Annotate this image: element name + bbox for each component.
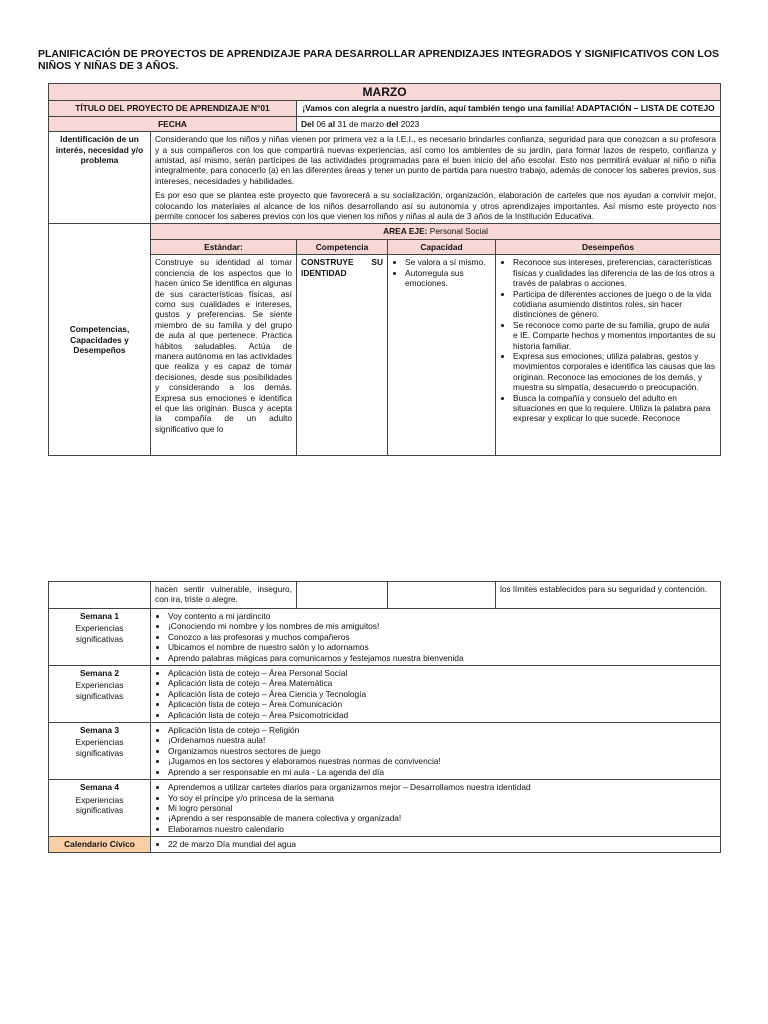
experience-item: • Ubicamos el nombre de nuestro salón y lo adornamos (168, 642, 716, 652)
desempeno-item: • Participa de diferentes acciones de juego o de la vida cotidiana asumiendo distintos roles, sin hacer distinciones de género. (513, 289, 716, 320)
capacidad-item: • Autorregula sus emociones. (405, 268, 491, 289)
identificacion-text (151, 132, 721, 224)
planning-table-page2 (48, 581, 721, 853)
week-4-label: Semana 4 Experiencias significativas (49, 780, 151, 837)
experience-item: • Aprendo palabras mágicas para comunicarnos y festejamos nuestra bienvenida (168, 653, 716, 663)
week-2-items (151, 666, 721, 723)
week-2-label: Semana 2 Experiencias significativas (49, 666, 151, 723)
calendario-item: • 22 de marzo Día mundial del agua (168, 839, 716, 849)
continuation-blank (297, 582, 388, 609)
experience-item: • Organizamos nuestros sectores de juego (168, 746, 716, 756)
estandar-continuation: hacen sentir vulnerable, inseguro, con ira, triste o alegre. (151, 582, 297, 609)
competencia-text: CONSTRUYE SU IDENTIDAD (297, 255, 388, 456)
experience-item: • ¡Ordenamos nuestra aula! (168, 735, 716, 745)
desempeno-item: • Expresa sus emociones; utiliza palabras, gestos y movimientos corporales e identifica las causas que las originan. Reconoce las emociones de los demás, y muestra su simpatía, desacuerdo o preocupación. (513, 351, 716, 393)
experience-item: • ¡Conociendo mi nombre y los nombres de mis amiguitos! (168, 621, 716, 631)
desempenos-continuation: los límites establecidos para su seguridad y contención. (496, 582, 721, 609)
desempeno-item: • Reconoce sus intereses, preferencias, características físicas y cualidades las diferencia de las de los otros a través de palabras o acciones. (513, 257, 716, 288)
page-title: PLANIFICACIÓN DE PROYECTOS DE APRENDIZAJE PARA DESARROLLAR APRENDIZAJES INTEGRADOS Y SIGNIFICATIVOS CON LOS NIÑOS Y NIÑAS DE 3 AÑOS. (38, 48, 720, 72)
estandar-text: Construye su identidad al tomar conciencia de los aspectos que lo hacen único Se identifica en algunas de sus características físicas, así como sus cualidades e intereses, gustos y preferencias. Se siente miembro de su familia y del grupo de aula al que pertenece. Practica hábitos saludables. Actúa de manera autónoma en las actividades que realiza y es capaz de tomar decisiones, desde sus posibilidades y considerando a los demás. Expresa sus emociones e identifica el que las originan. Busca y acepta la compañía de un adulto significativo que lo (151, 255, 297, 456)
experience-item: • Aplicación lista de cotejo – Área Psicomotricidad (168, 710, 716, 720)
project-title-value: ¡Vamos con alegría a nuestro jardín, aquí también tengo una familia! ADAPTACIÓN – LISTA DE COTEJO (297, 101, 721, 116)
month-header: MARZO (49, 84, 721, 101)
experience-item: • Elaboramos nuestro calendario (168, 824, 716, 834)
experience-item: • Mi logro personal (168, 803, 716, 813)
desempenos-cell (496, 255, 721, 456)
identificacion-paragraph-1: Considerando que los niños y niñas vienen por primera vez a la I.E.I., es necesario brindarles confianza, seguridad para que conozcan a su profesora y a sus compañeros con los que compartirá nuevas experiencias, así como los ambientes de su jardín, para formar lazos de respeto, confianza y amistad, así mismo, serán partícipes de las actividades programadas para el buen inicio del año escolar. Esto nos permitirá evaluar al niño o niña integralmente, para conocerlo (a) en las diferentes áreas y tener un punto de partida para nuestro trabajo, además de conocer los saberes previos, sus intereses, necesidades y habilidades. (155, 134, 717, 186)
capacidad-item: • Se valora a sí mismo. (405, 257, 491, 267)
header-desempenos: Desempeños (496, 239, 721, 254)
experience-item: • Voy contento a mi jardincito (168, 611, 716, 621)
experience-item: • Aprendo a ser responsable en mi aula - La agenda del día (168, 767, 716, 777)
week-1-label: Semana 1 Experiencias significativas (49, 609, 151, 666)
experience-item: • Aplicación lista de cotejo – Religión (168, 725, 716, 735)
week-3-label: Semana 3 Experiencias significativas (49, 723, 151, 780)
desempeno-item: • Busca la compañía y consuelo del adulto en situaciones en que lo requiere. Utiliza la palabra para expresar y explicar lo que sucede. Reconoce (513, 393, 716, 424)
capacidad-cell (388, 255, 496, 456)
area-eje: AREA EJE: Personal Social (151, 224, 721, 239)
calendario-civico-items (151, 837, 721, 852)
week-4-items (151, 780, 721, 837)
header-capacidad: Capacidad (388, 239, 496, 254)
experience-item: • Yo soy el príncipe y/o princesa de la semana (168, 793, 716, 803)
experience-item: • Conozco a las profesoras y muchos compañeros (168, 632, 716, 642)
experience-item: • ¡Aprendo a ser responsable de manera colectiva y organizada! (168, 813, 716, 823)
competencias-label: Competencias, Capacidades y Desempeños (49, 224, 151, 456)
continuation-blank (388, 582, 496, 609)
experience-item: • Aplicación lista de cotejo – Área Personal Social (168, 668, 716, 678)
desempeno-item: • Se reconoce como parte de su familia, grupo de aula e IE. Comparte hechos y momentos importantes de su historia familiar. (513, 320, 716, 351)
fecha-value: Del 06 al 31 de marzo del 2023 (297, 116, 721, 131)
week-3-items (151, 723, 721, 780)
experience-item: • Aprendemos a utilizar carteles diarios para organizarnos mejor – Desarrollamos nuestra identidad (168, 782, 716, 792)
identificacion-label: Identificación de un interés, necesidad y/o problema (49, 132, 151, 224)
continuation-blank (49, 582, 151, 609)
identificacion-paragraph-2: Es por eso que se plantea este proyecto que favorecerá a su socialización, organización, elaboración de carteles que nos ayudan a convivir mejor, colocando los materiales al alcance de los niños desarrollando así su autonomía y otros aprendizajes importantes. Así mismo este proyecto nos permite conocer los saberes previos con los que vienen los niños y niñas al aula de 3 años de la Institución Educativa. (155, 190, 717, 222)
experience-item: • Aplicación lista de cotejo – Área Ciencia y Tecnología (168, 689, 716, 699)
experience-item: • Aplicación lista de cotejo – Área Matemática (168, 678, 716, 688)
experience-item: • Aplicación lista de cotejo – Área Comunicación (168, 699, 716, 709)
experience-item: • ¡Jugamos en los sectores y elaboramos nuestras normas de convivencia! (168, 756, 716, 766)
project-title-label: TÍTULO DEL PROYECTO DE APRENDIZAJE N°01 (49, 101, 297, 116)
week-1-items (151, 609, 721, 666)
header-estandar: Estándar: (151, 239, 297, 254)
fecha-label: FECHA (49, 116, 297, 131)
planning-table-page1 (48, 83, 721, 456)
calendario-civico-label: Calendario Cívico (49, 837, 151, 852)
header-competencia: Competencia (297, 239, 388, 254)
